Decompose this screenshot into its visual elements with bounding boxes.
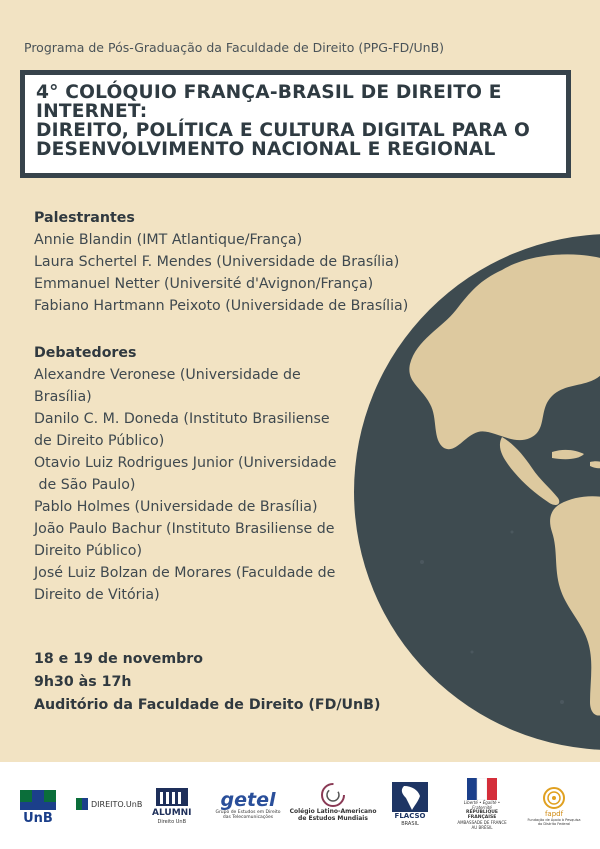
debater-item: Pablo Holmes (Universidade de Brasília) (34, 499, 318, 515)
getel-logo (215, 790, 281, 820)
title-line: DESENVOLVIMENTO NACIONAL E REGIONAL (36, 139, 496, 160)
direito-unb-text: DIREITO.UnB (91, 799, 143, 809)
event-info (34, 648, 380, 717)
debater-item: Direito de Vitória) (34, 587, 160, 603)
flacso-logo (392, 782, 428, 828)
alumni-text: ALUMNI (152, 808, 192, 818)
marianne-flag-icon (467, 778, 497, 800)
colegio-text: Colégio Latino-Americano de Estudos Mundiais (289, 808, 377, 822)
debater-item: João Paulo Bachur (Instituto Brasiliense de (34, 521, 335, 537)
debater-item: Danilo C. M. Doneda (Instituto Brasiliense (34, 411, 330, 427)
unb-logo (18, 788, 58, 826)
debater-item: Brasília) (34, 389, 92, 405)
title-line: 4° COLÓQUIO FRANÇA-BRASIL DE DIREITO E (36, 82, 502, 103)
debater-item: José Luiz Bolzan de Morares (Faculdade de (34, 565, 336, 581)
colegio-spiral-icon (320, 782, 346, 808)
speakers-section (34, 207, 408, 317)
event-dates: 18 e 19 de novembro (34, 651, 204, 667)
speaker-item: Annie Blandin (IMT Atlantique/França) (34, 232, 303, 248)
flacso-sub: BRASIL (401, 821, 419, 827)
debater-item: Otavio Luiz Rodrigues Junior (Universidade (34, 455, 337, 471)
program-name: Programa de Pós-Graduação da Faculdade de Direito (PPG-FD/UnB) (24, 40, 445, 55)
flacso-map-icon (392, 782, 428, 812)
debater-item: Alexandre Veronese (Universidade de (34, 367, 301, 383)
speaker-item: Fabiano Hartmann Peixoto (Universidade de Brasília) (34, 298, 409, 314)
colegio-logo (288, 782, 378, 822)
embassy-logo (454, 778, 510, 830)
fapdf-logo (526, 786, 582, 826)
speaker-item: Emmanuel Netter (Université d'Avignon/França) (34, 276, 374, 292)
fapdf-sub: Fundação de Apoio à Pesquisa do Distrito Federal (527, 818, 581, 826)
speaker-item: Laura Schertel F. Mendes (Universidade de Brasília) (34, 254, 400, 270)
title-line: INTERNET: (36, 101, 148, 122)
debater-item: de Direito Público) (34, 433, 165, 449)
speakers-heading: Palestrantes (34, 210, 135, 226)
getel-sub: Grupo de Estudos em Direito das Telecomunicações (215, 810, 281, 820)
unb-text: UnB (23, 811, 53, 826)
debater-item: Direito Público) (34, 543, 143, 559)
event-venue: Auditório da Faculdade de Direito (FD/UnB) (34, 697, 381, 713)
embassy-republic: RÉPUBLIQUE FRANÇAISE (465, 810, 499, 820)
debater-item: de São Paulo) (34, 477, 136, 493)
embassy-motto: Liberté • Égalité • Fraternité (463, 800, 501, 810)
embassy-name: AMBASSADE DE FRANCE AU BRÉSIL (457, 820, 507, 830)
direito-unb-logo (76, 798, 142, 810)
alumni-building-icon (154, 786, 190, 808)
fapdf-text: fapdf (544, 810, 564, 818)
debaters-heading: Debatedores (34, 345, 137, 361)
fapdf-circle-icon (542, 786, 566, 810)
title-box (20, 70, 571, 178)
flacso-text: FLACSO (394, 812, 426, 820)
title-line: DIREITO, POLÍTICA E CULTURA DIGITAL PARA O (36, 120, 531, 141)
event-time: 9h30 às 17h (34, 674, 132, 690)
sponsor-logos-bar (0, 762, 600, 849)
unb-emblem-icon (18, 788, 58, 812)
alumni-sub: Direito UnB (157, 819, 187, 825)
direito-emblem-icon (76, 798, 88, 810)
debaters-section (34, 342, 337, 606)
alumni-logo (152, 786, 192, 826)
getel-text: getel (220, 789, 276, 811)
